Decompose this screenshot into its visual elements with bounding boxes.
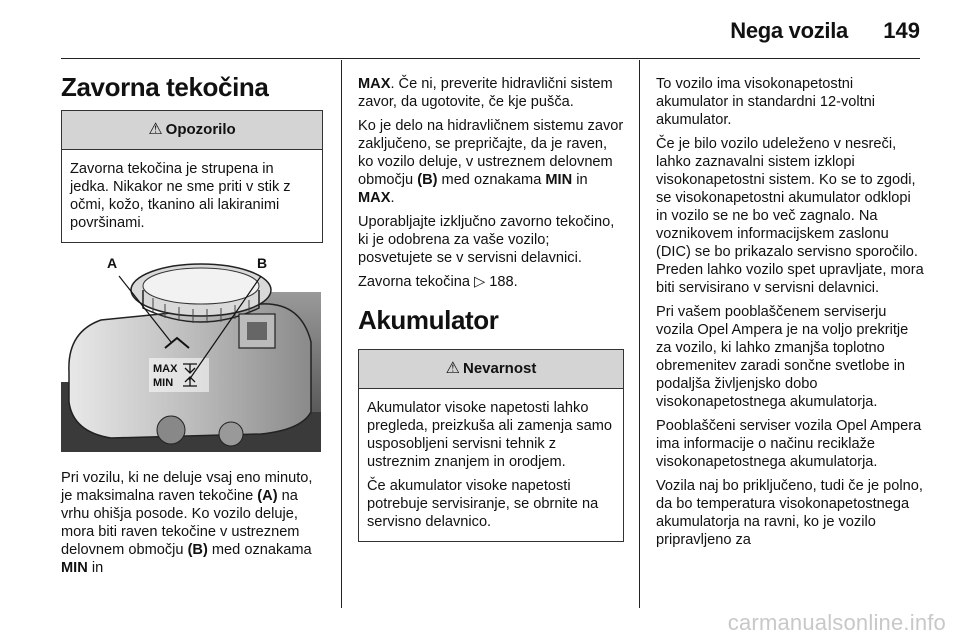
column-3 <box>656 75 926 555</box>
label-b: B <box>257 255 268 271</box>
col3-paragraph-3: Pri vašem pooblaščenem serviserju vozila Opel Ampera je na voljo prekritje za vozilo, ki lahko zmanjša toplotno obremenitev zaradi sončne svetlobe in podaljša življenjsko dobo visokonapetostnega akumulatorja. <box>656 304 909 410</box>
page-header <box>0 10 960 50</box>
col2-paragraph-2: Ko je delo na hidravličnem sistemu zavor zaključeno, se prepričajte, da je raven, ko vozilo deluje, v ustreznem delovnem območju (B) med oznakama MIN in MAX. <box>358 118 624 206</box>
brake-fluid-reservoir-diagram <box>61 252 321 452</box>
danger-text-1: Akumulator visoke napetosti lahko pregleda, preizkuša ali zamenja samo usposobljeni servisni tehnik z ustreznim znanjem in orodjem. <box>367 400 612 470</box>
warning-heading-text: Opozorilo <box>165 121 236 138</box>
col2-paragraph-4[interactable]: Zavorna tekočina ▷ 188. <box>358 273 518 290</box>
label-a: A <box>107 255 118 271</box>
col3-paragraph-1: To vozilo ima visokonapetostni akumulator in standardni 12-voltni akumulator. <box>656 76 876 128</box>
danger-box <box>358 349 624 542</box>
watermark: carmanualsonline.info <box>727 610 946 635</box>
danger-box-heading <box>359 350 623 389</box>
warning-triangle-icon: ⚠ <box>445 360 460 377</box>
col3-paragraph-5: Vozila naj bo priključeno, tudi če je polno, da bo temperatura visokonapetostnega akumulatorja na ravni, ko je vozilo pripravljeno za <box>656 478 923 548</box>
danger-heading-text: Nevarnost <box>462 360 537 377</box>
column-divider-2 <box>639 60 640 608</box>
header-title: Nega vozila <box>730 18 848 43</box>
warning-triangle-icon: ⚠ <box>148 121 163 138</box>
warning-box-heading <box>62 111 322 150</box>
danger-text-2: Če akumulator visoke napetosti potrebuje servisiranje, se obrnite na servisno delavnico. <box>367 478 599 530</box>
page-reference-icon: ▷ <box>474 273 486 290</box>
min-mark-label: MIN <box>153 377 174 389</box>
danger-box-body <box>359 389 623 541</box>
header-rule <box>61 58 920 59</box>
brake-level-paragraph: Pri vozilu, ki ne deluje vsaj eno minuto, je maksimalna raven tekočine (A) na vrhu ohišja posode. Ko vozilo deluje, mora biti raven tekočine v ustreznem delovnem območju (B) med oznakama MIN in <box>61 470 313 576</box>
col2-paragraph-3: Uporabljajte izključno zavorno tekočino, ki je odobrena za vaše vozilo; posvetujete se v servisni delavnici. <box>358 214 615 266</box>
max-mark-label: MAX <box>153 363 178 375</box>
warning-box-body <box>62 150 322 242</box>
col2-paragraph-1: MAX. Če ni, preverite hidravlični sistem zavor, da ugotovite, če kje pušča. <box>358 76 613 110</box>
col3-paragraph-2: Če je bilo vozilo udeleženo v nesreči, lahko zaznavalni sistem izklopi visokonapetostni sistem. Ko se to zgodi, se visokonapetostni akumulator odklopi in vozilo se ne bo več zagnalo. Na voznikovem informacijskem zaslonu (DIC) se bo prikazalo servisno sporočilo. Preden lahko vozilo spet upravljate, mora biti servisirano v servisni delavnici. <box>656 136 924 296</box>
page-number: 149 <box>883 18 920 43</box>
warning-box <box>61 110 323 243</box>
section-title-brake-fluid: Zavorna tekočina <box>61 72 269 102</box>
column-2 <box>358 75 624 542</box>
column-1 <box>61 72 323 243</box>
warning-text: Zavorna tekočina je strupena in jedka. Nikakor ne sme priti v stik z očmi, kožo, tkanino ali lakiranimi površinami. <box>70 161 291 231</box>
section-title-battery: Akumulator <box>358 305 499 335</box>
column-1-lower <box>61 469 323 583</box>
col3-paragraph-4: Pooblaščeni serviser vozila Opel Ampera ima informacije o načinu reciklaže visokonapetostnega akumulatorja. <box>656 418 922 470</box>
column-divider-1 <box>341 60 342 608</box>
